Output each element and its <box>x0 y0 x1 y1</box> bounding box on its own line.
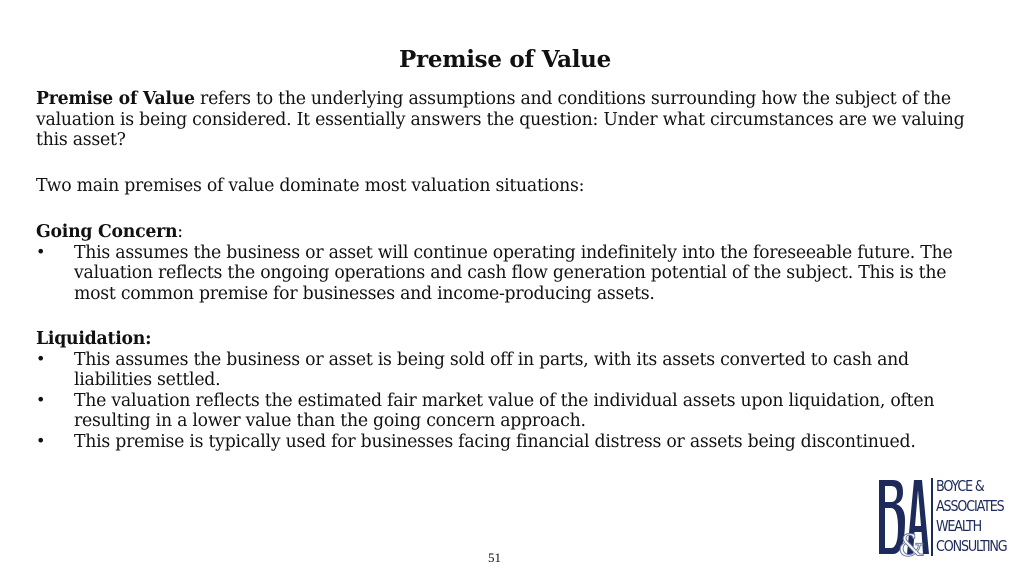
liquidation-heading-text: Liquidation: <box>36 329 152 349</box>
logo-line: ASSOCIATES <box>936 497 1004 515</box>
ba-monogram-icon <box>876 476 930 558</box>
going-concern-heading-suffix: : <box>177 222 183 242</box>
going-concern-heading-text: Going Concern <box>36 222 178 242</box>
bullet-icon: • <box>36 430 46 450</box>
company-logo <box>876 476 1012 558</box>
logo-line: WEALTH <box>936 517 982 535</box>
list-item-text: This assumes the business or asset will continue operating indefinitely into the foreseeable future. The valuation reflects the ongoing operations and cash flow generation potential of the subject. This is the most common premise for businesses and income-producing assets. <box>74 242 953 304</box>
list-item <box>36 391 986 432</box>
liquidation-heading <box>36 329 986 350</box>
intro-term: Premise of Value <box>36 89 195 109</box>
logo-wordmark <box>936 476 1007 556</box>
bullet-icon: • <box>36 389 46 409</box>
list-item-text: This assumes the business or asset is being sold off in parts, with its assets converted to cash and liabilities settled. <box>74 349 909 390</box>
slide-title: Premise of Value <box>399 46 611 73</box>
logo-divider <box>931 478 933 556</box>
slide-body <box>36 89 986 452</box>
going-concern-list <box>36 243 986 305</box>
bullet-icon: • <box>36 348 46 368</box>
intro-paragraph <box>36 89 986 151</box>
page-number: 51 <box>488 550 501 565</box>
list-item <box>36 350 986 391</box>
list-item-text: The valuation reflects the estimated fair market value of the individual assets upon liquidation, often resulting in a lower value than the going concern approach. <box>74 390 935 431</box>
intro-text: refers to the underlying assumptions and conditions surrounding how the subject of the valuation is being considered. It essentially answers the question: Under what circumstances are we valuing this asset? <box>36 89 965 150</box>
svg-text:&: & <box>898 529 925 558</box>
liquidation-list <box>36 350 986 453</box>
list-item <box>36 243 986 305</box>
list-item <box>36 432 986 453</box>
going-concern-heading <box>36 222 986 243</box>
logo-line: BOYCE & <box>936 477 984 495</box>
lead-paragraph: Two main premises of value dominate most valuation situations: <box>36 175 585 196</box>
bullet-icon: • <box>36 241 46 261</box>
logo-line: CONSULTING <box>936 537 1007 555</box>
list-item-text: This premise is typically used for businesses facing financial distress or assets being discontinued. <box>74 431 916 452</box>
